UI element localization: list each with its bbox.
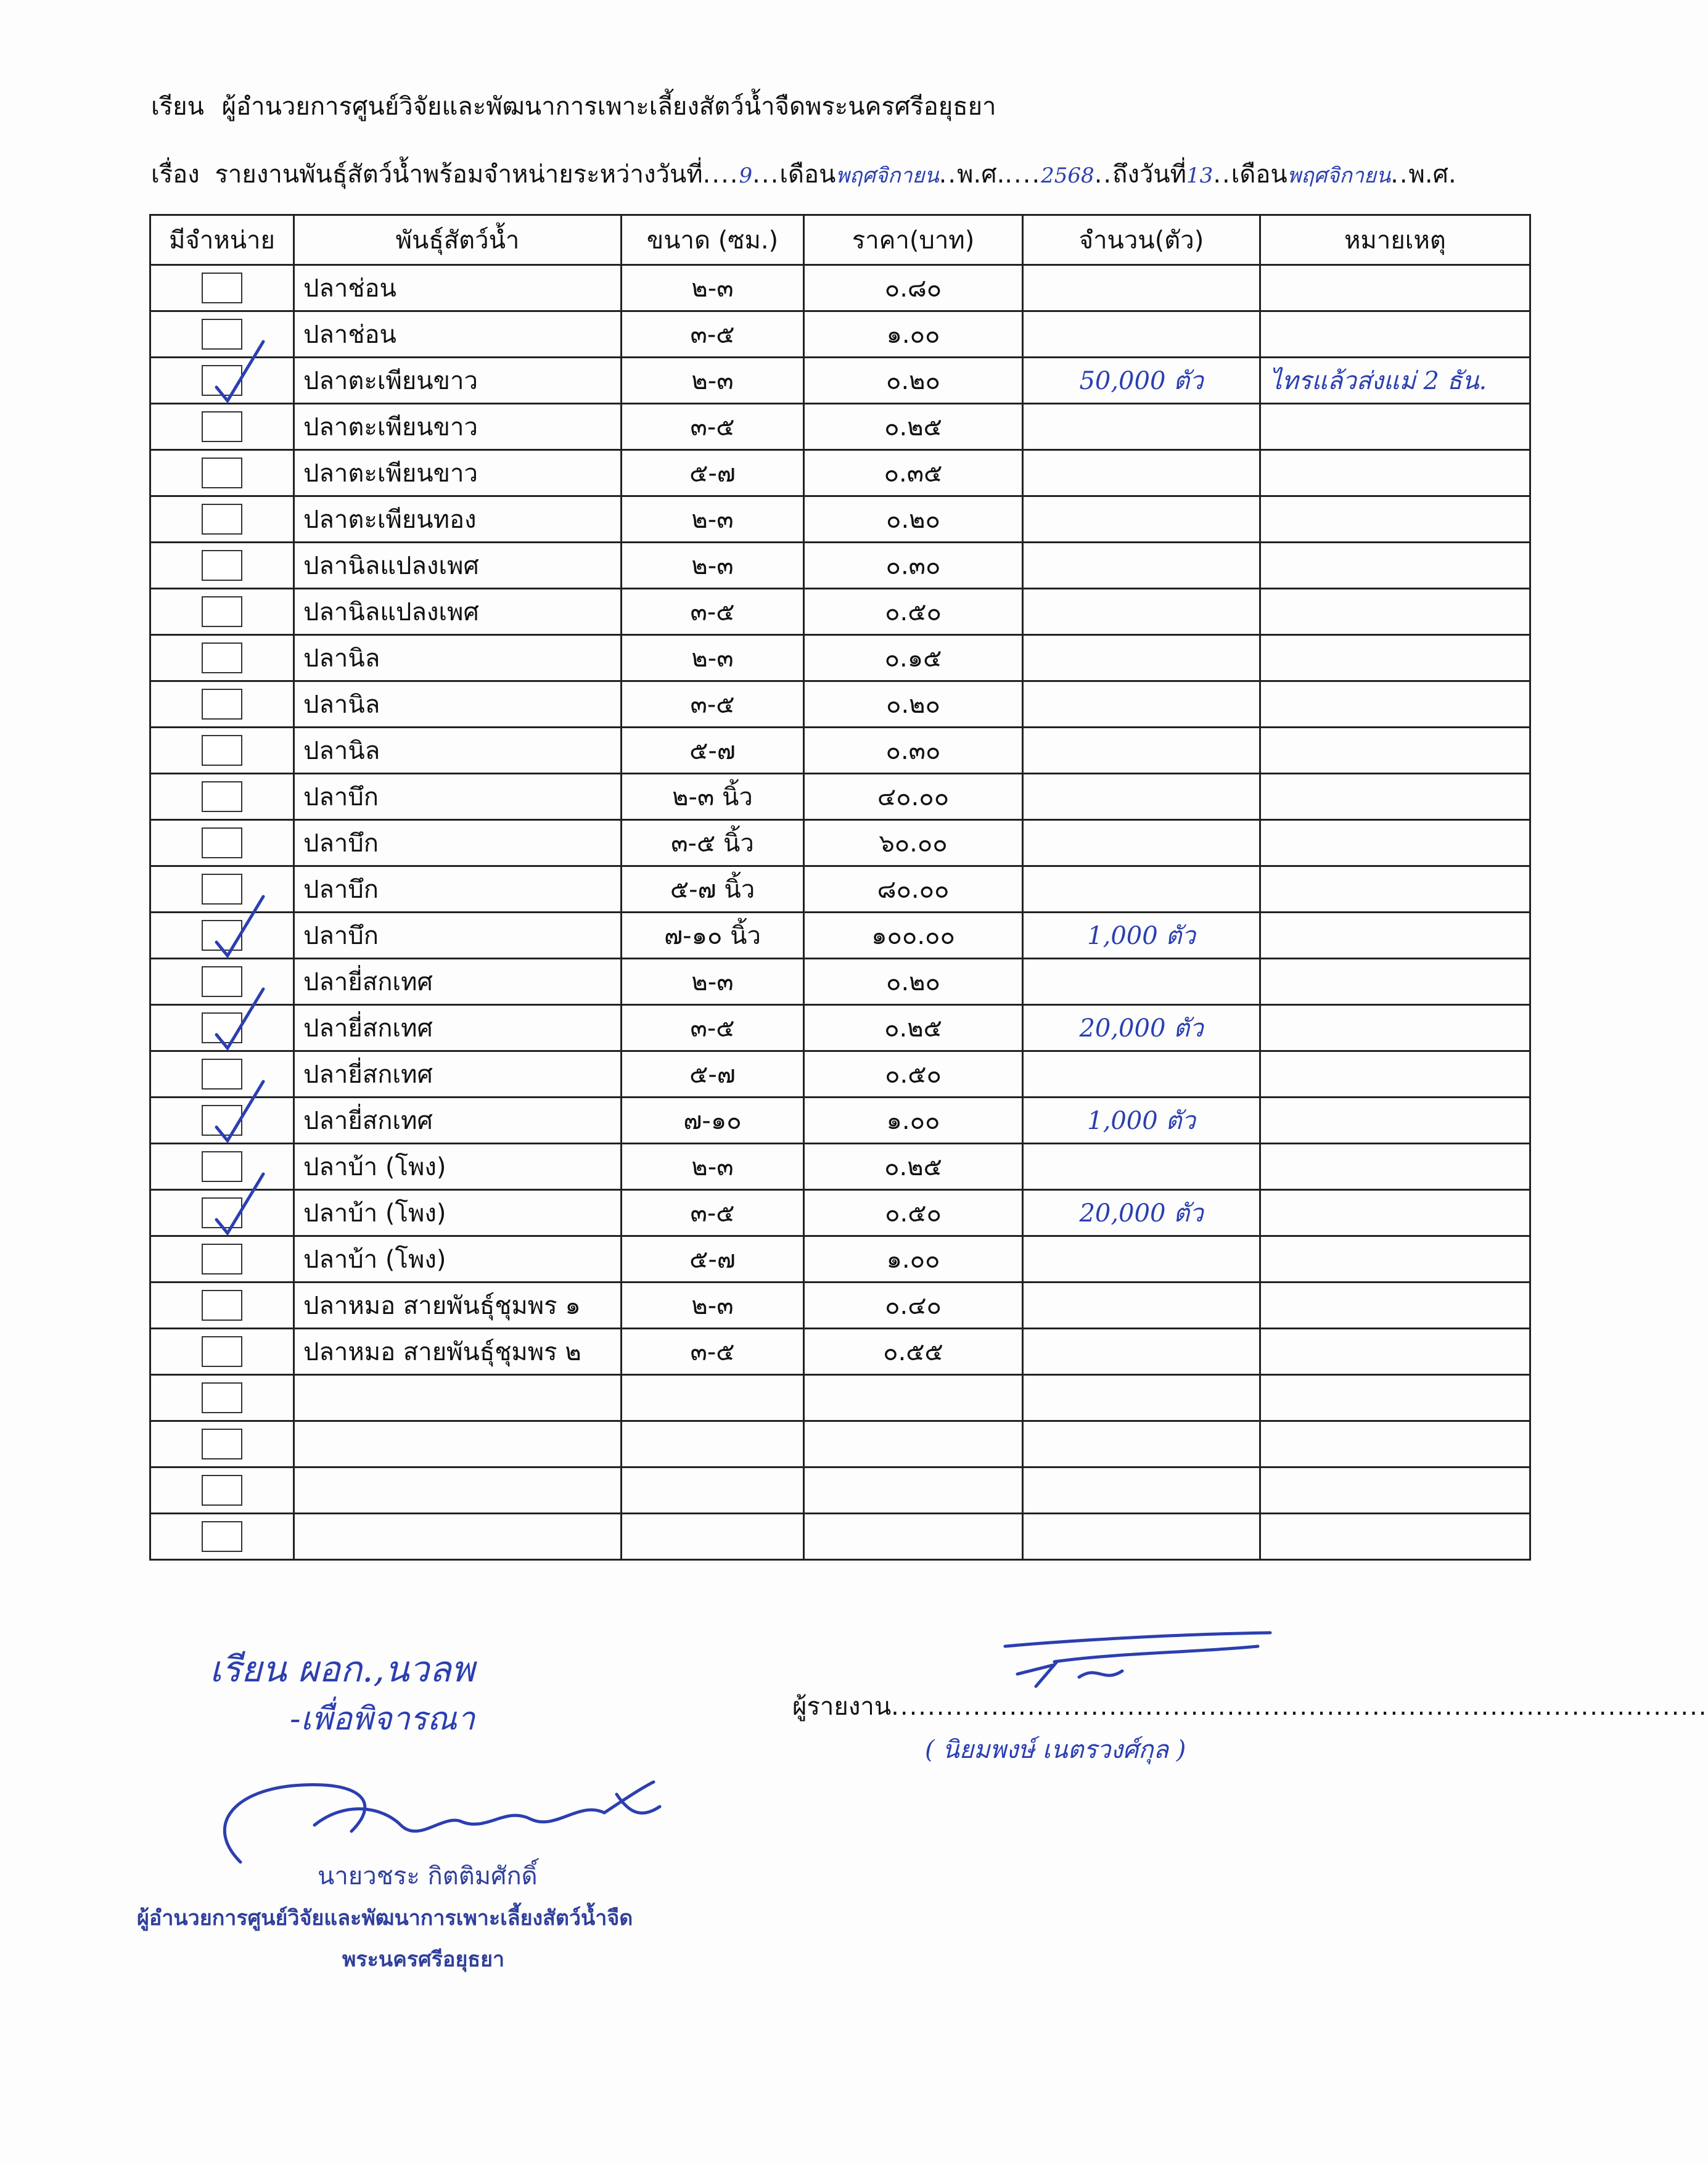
availability-cell bbox=[150, 1329, 294, 1375]
availability-cell bbox=[150, 774, 294, 820]
species-cell: ปลาตะเพียนขาว bbox=[294, 404, 622, 450]
remarks-cell bbox=[1260, 1236, 1530, 1283]
checkbox[interactable] bbox=[202, 1521, 242, 1552]
price-cell: ๐.๕๐ bbox=[804, 1190, 1023, 1236]
checkbox[interactable] bbox=[202, 411, 242, 442]
remarks-cell bbox=[1260, 589, 1530, 635]
table-row bbox=[150, 681, 1530, 728]
species-cell: ปลาบ้า (โพง) bbox=[294, 1144, 622, 1190]
price-cell bbox=[804, 1514, 1023, 1560]
size-cell: ๒-๓ bbox=[622, 635, 804, 681]
price-cell bbox=[804, 1467, 1023, 1514]
reporter-signature bbox=[999, 1628, 1283, 1696]
species-cell: ปลาบึก bbox=[294, 866, 622, 913]
species-cell: ปลาบ้า (โพง) bbox=[294, 1190, 622, 1236]
quantity-cell bbox=[1023, 1421, 1260, 1467]
checkbox[interactable] bbox=[202, 1244, 242, 1274]
table-row bbox=[150, 358, 1530, 404]
table-row bbox=[150, 635, 1530, 681]
checkbox[interactable] bbox=[202, 642, 242, 673]
table-row bbox=[150, 543, 1530, 589]
quantity-cell bbox=[1023, 681, 1260, 728]
checkbox[interactable] bbox=[202, 1429, 242, 1459]
remarks-cell bbox=[1260, 1467, 1530, 1514]
remarks-cell bbox=[1260, 311, 1530, 358]
table-row bbox=[150, 1190, 1530, 1236]
checkbox[interactable] bbox=[202, 966, 242, 997]
size-cell: ๒-๓ bbox=[622, 543, 804, 589]
table-row bbox=[150, 496, 1530, 543]
size-cell bbox=[622, 1467, 804, 1514]
size-cell bbox=[622, 1514, 804, 1560]
price-cell: ๐.๕๐ bbox=[804, 589, 1023, 635]
availability-cell bbox=[150, 1236, 294, 1283]
size-cell: ๕-๗ bbox=[622, 1236, 804, 1283]
quantity-cell: 20,000 ตัว bbox=[1023, 1005, 1260, 1051]
size-cell: ๕-๗ bbox=[622, 450, 804, 496]
species-cell: ปลายี่สกเทศ bbox=[294, 959, 622, 1005]
species-cell: ปลานิล bbox=[294, 635, 622, 681]
checkbox[interactable] bbox=[202, 735, 242, 766]
size-cell bbox=[622, 1375, 804, 1421]
table-row bbox=[150, 589, 1530, 635]
price-cell: ๐.๘๐ bbox=[804, 265, 1023, 311]
checkbox[interactable] bbox=[202, 1151, 242, 1182]
subject-line: เรื่อง รายงานพันธุ์สัตว์น้ำพร้อมจำหน่ายระหว่างวันที่....9...เดือนพฤศจิกายน..พ.ศ.....2568..ถึงวันที่13..เดือนพฤศจิกายน..พ.ศ. bbox=[151, 160, 1456, 189]
size-cell: ๓-๕ นิ้ว bbox=[622, 820, 804, 866]
quantity-cell bbox=[1023, 728, 1260, 774]
species-cell: ปลายี่สกเทศ bbox=[294, 1051, 622, 1098]
size-cell: ๓-๕ bbox=[622, 1190, 804, 1236]
price-cell: ๐.๒๐ bbox=[804, 681, 1023, 728]
quantity-cell: 1,000 ตัว bbox=[1023, 913, 1260, 959]
species-cell: ปลาช่อน bbox=[294, 311, 622, 358]
table-row bbox=[150, 311, 1530, 358]
remarks-cell bbox=[1260, 496, 1530, 543]
header-size: ขนาด (ซม.) bbox=[622, 215, 804, 265]
species-cell: ปลานิลแปลงเพศ bbox=[294, 543, 622, 589]
remarks-cell bbox=[1260, 913, 1530, 959]
species-cell: ปลายี่สกเทศ bbox=[294, 1005, 622, 1051]
availability-cell bbox=[150, 265, 294, 311]
quantity-cell bbox=[1023, 635, 1260, 681]
availability-cell bbox=[150, 681, 294, 728]
availability-cell bbox=[150, 1051, 294, 1098]
size-cell: ๕-๗ bbox=[622, 1051, 804, 1098]
species-cell: ปลาช่อน bbox=[294, 265, 622, 311]
remarks-cell bbox=[1260, 866, 1530, 913]
checkbox[interactable] bbox=[202, 689, 242, 720]
availability-cell bbox=[150, 589, 294, 635]
remarks-cell bbox=[1260, 820, 1530, 866]
to-month: พฤศจิกายน bbox=[1287, 163, 1391, 188]
quantity-cell bbox=[1023, 959, 1260, 1005]
size-cell: ๓-๕ bbox=[622, 404, 804, 450]
checkbox[interactable] bbox=[202, 1336, 242, 1367]
size-cell: ๓-๕ bbox=[622, 681, 804, 728]
availability-cell bbox=[150, 404, 294, 450]
checkbox[interactable] bbox=[202, 874, 242, 905]
price-cell: ๑.๐๐ bbox=[804, 1098, 1023, 1144]
species-cell: ปลายี่สกเทศ bbox=[294, 1098, 622, 1144]
availability-cell bbox=[150, 1421, 294, 1467]
from-month: พฤศจิกายน bbox=[836, 163, 939, 188]
quantity-cell bbox=[1023, 1144, 1260, 1190]
species-cell bbox=[294, 1421, 622, 1467]
to-day: 13 bbox=[1186, 163, 1213, 188]
table-row bbox=[150, 774, 1530, 820]
table-row bbox=[150, 1051, 1530, 1098]
checkbox[interactable] bbox=[202, 1382, 242, 1413]
species-cell bbox=[294, 1467, 622, 1514]
remarks-cell bbox=[1260, 404, 1530, 450]
table-row bbox=[150, 866, 1530, 913]
remarks-cell bbox=[1260, 1190, 1530, 1236]
species-cell: ปลานิล bbox=[294, 681, 622, 728]
species-cell: ปลาหมอ สายพันธุ์ชุมพร ๑ bbox=[294, 1283, 622, 1329]
remarks-cell bbox=[1260, 681, 1530, 728]
table-row bbox=[150, 1514, 1530, 1560]
price-cell: ๐.๓๐ bbox=[804, 543, 1023, 589]
table-row bbox=[150, 1467, 1530, 1514]
price-cell: ๑๐๐.๐๐ bbox=[804, 913, 1023, 959]
year-label-2: พ.ศ. bbox=[1408, 160, 1456, 189]
quantity-cell bbox=[1023, 1329, 1260, 1375]
subject-text: รายงานพันธุ์สัตว์น้ำพร้อมจำหน่ายระหว่างวันที่ bbox=[215, 160, 703, 189]
checkbox-checked[interactable] bbox=[202, 920, 242, 951]
to-day-label: ถึงวันที่ bbox=[1112, 160, 1187, 189]
header-quantity: จำนวน(ตัว) bbox=[1023, 215, 1260, 265]
header-species: พันธุ์สัตว์น้ำ bbox=[294, 215, 622, 265]
remarks-cell: ไทรแล้วส่งแม่ 2 ธัน. bbox=[1260, 358, 1530, 404]
remarks-cell bbox=[1260, 1329, 1530, 1375]
species-cell: ปลาบ้า (โพง) bbox=[294, 1236, 622, 1283]
size-cell: ๗-๑๐ bbox=[622, 1098, 804, 1144]
size-cell: ๓-๕ bbox=[622, 1329, 804, 1375]
availability-cell bbox=[150, 311, 294, 358]
checkbox[interactable] bbox=[202, 458, 242, 488]
availability-cell bbox=[150, 1467, 294, 1514]
reporter-name: ( นิยมพงษ์ เนตรวงศ์กุล ) bbox=[925, 1736, 1186, 1764]
remarks-cell bbox=[1260, 728, 1530, 774]
availability-cell bbox=[150, 358, 294, 404]
table-row bbox=[150, 1236, 1530, 1283]
to-label: เรียน bbox=[151, 92, 204, 121]
price-cell: ๐.๒๐ bbox=[804, 358, 1023, 404]
handwritten-note-line1: เรียน ผอก.,นวลพ bbox=[210, 1648, 475, 1690]
table-row bbox=[150, 1005, 1530, 1051]
price-cell bbox=[804, 1375, 1023, 1421]
species-cell: ปลาตะเพียนขาว bbox=[294, 450, 622, 496]
remarks-cell bbox=[1260, 265, 1530, 311]
size-cell bbox=[622, 1421, 804, 1467]
remarks-cell bbox=[1260, 1421, 1530, 1467]
month-label: เดือน bbox=[779, 160, 836, 189]
size-cell: ๓-๕ bbox=[622, 311, 804, 358]
table-row bbox=[150, 1098, 1530, 1144]
reporter-label: ผู้รายงาน bbox=[792, 1693, 892, 1721]
subject-label: เรื่อง bbox=[151, 160, 200, 189]
checkbox[interactable] bbox=[202, 1475, 242, 1506]
availability-cell bbox=[150, 959, 294, 1005]
price-cell: ๐.๑๕ bbox=[804, 635, 1023, 681]
availability-cell bbox=[150, 1190, 294, 1236]
remarks-cell bbox=[1260, 1051, 1530, 1098]
availability-cell bbox=[150, 1283, 294, 1329]
table-row bbox=[150, 1375, 1530, 1421]
quantity-cell bbox=[1023, 496, 1260, 543]
quantity-cell bbox=[1023, 543, 1260, 589]
checkbox[interactable] bbox=[202, 273, 242, 303]
quantity-cell bbox=[1023, 866, 1260, 913]
availability-cell bbox=[150, 866, 294, 913]
remarks-cell bbox=[1260, 1005, 1530, 1051]
price-cell bbox=[804, 1421, 1023, 1467]
director-title-line1: ผู้อำนวยการศูนย์วิจัยและพัฒนาการเพาะเลี้ยงสัตว์น้ำจืด bbox=[137, 1906, 633, 1931]
checkbox-checked[interactable] bbox=[202, 1197, 242, 1228]
size-cell: ๗-๑๐ นิ้ว bbox=[622, 913, 804, 959]
reporter-line: ผู้รายงาน.......................................................................................... bbox=[792, 1693, 1708, 1721]
quantity-cell bbox=[1023, 1236, 1260, 1283]
price-cell: ๔๐.๐๐ bbox=[804, 774, 1023, 820]
availability-cell bbox=[150, 1514, 294, 1560]
table-row bbox=[150, 913, 1530, 959]
checkbox-checked[interactable] bbox=[202, 365, 242, 396]
director-name: นายวชระ กิตติมศักดิ์ bbox=[318, 1862, 538, 1890]
header-price: ราคา(บาท) bbox=[804, 215, 1023, 265]
checkbox[interactable] bbox=[202, 504, 242, 535]
checkbox[interactable] bbox=[202, 781, 242, 812]
month-label-2: เดือน bbox=[1231, 160, 1287, 189]
species-cell: ปลาบึก bbox=[294, 820, 622, 866]
size-cell: ๒-๓ bbox=[622, 1283, 804, 1329]
director-title-line2: พระนครศรีอยุธยา bbox=[342, 1947, 505, 1972]
remarks-cell bbox=[1260, 1144, 1530, 1190]
quantity-cell bbox=[1023, 774, 1260, 820]
price-cell: ๘๐.๐๐ bbox=[804, 866, 1023, 913]
quantity-cell bbox=[1023, 404, 1260, 450]
checkbox[interactable] bbox=[202, 1059, 242, 1090]
size-cell: ๒-๓ bbox=[622, 1144, 804, 1190]
quantity-cell: 20,000 ตัว bbox=[1023, 1190, 1260, 1236]
species-cell bbox=[294, 1375, 622, 1421]
availability-cell bbox=[150, 635, 294, 681]
remarks-cell bbox=[1260, 635, 1530, 681]
quantity-cell bbox=[1023, 311, 1260, 358]
remarks-cell bbox=[1260, 1514, 1530, 1560]
availability-cell bbox=[150, 1375, 294, 1421]
to-value: ผู้อำนวยการศูนย์วิจัยและพัฒนาการเพาะเลี้ยงสัตว์น้ำจืดพระนครศรีอยุธยา bbox=[221, 92, 996, 121]
checkbox[interactable] bbox=[202, 550, 242, 581]
price-cell: ๐.๒๕ bbox=[804, 404, 1023, 450]
quantity-cell bbox=[1023, 1051, 1260, 1098]
price-cell: ๑.๐๐ bbox=[804, 1236, 1023, 1283]
price-cell: ๐.๒๕ bbox=[804, 1005, 1023, 1051]
species-cell: ปลาบึก bbox=[294, 774, 622, 820]
availability-cell bbox=[150, 496, 294, 543]
price-cell: ๐.๒๕ bbox=[804, 1144, 1023, 1190]
table-row bbox=[150, 265, 1530, 311]
table-row bbox=[150, 1283, 1530, 1329]
size-cell: ๒-๓ นิ้ว bbox=[622, 774, 804, 820]
quantity-cell bbox=[1023, 589, 1260, 635]
header-available: มีจำหน่าย bbox=[150, 215, 294, 265]
handwritten-note-line2: -เพื่อพิจารณา bbox=[290, 1701, 475, 1738]
size-cell: ๒-๓ bbox=[622, 496, 804, 543]
price-cell: ๐.๒๐ bbox=[804, 959, 1023, 1005]
quantity-cell bbox=[1023, 1514, 1260, 1560]
remarks-cell bbox=[1260, 450, 1530, 496]
availability-cell bbox=[150, 728, 294, 774]
table-row bbox=[150, 959, 1530, 1005]
price-cell: ๐.๓๕ bbox=[804, 450, 1023, 496]
checkbox[interactable] bbox=[202, 827, 242, 858]
quantity-cell: 50,000 ตัว bbox=[1023, 358, 1260, 404]
size-cell: ๕-๗ bbox=[622, 728, 804, 774]
checkbox[interactable] bbox=[202, 319, 242, 350]
availability-cell bbox=[150, 1098, 294, 1144]
availability-cell bbox=[150, 450, 294, 496]
species-cell: ปลาบึก bbox=[294, 913, 622, 959]
size-cell: ๒-๓ bbox=[622, 959, 804, 1005]
table-row bbox=[150, 728, 1530, 774]
size-cell: ๓-๕ bbox=[622, 1005, 804, 1051]
checkbox-checked[interactable] bbox=[202, 1105, 242, 1136]
from-day: 9 bbox=[739, 163, 753, 188]
species-cell bbox=[294, 1514, 622, 1560]
quantity-cell bbox=[1023, 1283, 1260, 1329]
table-header-row bbox=[150, 215, 1530, 265]
species-cell: ปลาตะเพียนขาว bbox=[294, 358, 622, 404]
table-row bbox=[150, 1144, 1530, 1190]
remarks-cell bbox=[1260, 774, 1530, 820]
quantity-cell bbox=[1023, 820, 1260, 866]
addressee-line bbox=[151, 86, 996, 126]
table-row bbox=[150, 1329, 1530, 1375]
remarks-cell bbox=[1260, 543, 1530, 589]
year-label: พ.ศ. bbox=[957, 160, 1005, 189]
quantity-cell bbox=[1023, 1375, 1260, 1421]
from-year: 2568 bbox=[1041, 163, 1094, 188]
species-cell: ปลาตะเพียนทอง bbox=[294, 496, 622, 543]
checkbox[interactable] bbox=[202, 596, 242, 627]
species-cell: ปลานิล bbox=[294, 728, 622, 774]
price-cell: ๐.๒๐ bbox=[804, 496, 1023, 543]
table-row bbox=[150, 404, 1530, 450]
availability-cell bbox=[150, 913, 294, 959]
size-cell: ๕-๗ นิ้ว bbox=[622, 866, 804, 913]
remarks-cell bbox=[1260, 1098, 1530, 1144]
quantity-cell bbox=[1023, 265, 1260, 311]
price-cell: ๖๐.๐๐ bbox=[804, 820, 1023, 866]
availability-cell bbox=[150, 1005, 294, 1051]
species-cell: ปลาหมอ สายพันธุ์ชุมพร ๒ bbox=[294, 1329, 622, 1375]
size-cell: ๓-๕ bbox=[622, 589, 804, 635]
species-table bbox=[149, 214, 1531, 1561]
price-cell: ๐.๔๐ bbox=[804, 1283, 1023, 1329]
species-cell: ปลานิลแปลงเพศ bbox=[294, 589, 622, 635]
availability-cell bbox=[150, 1144, 294, 1190]
header-remarks: หมายเหตุ bbox=[1260, 215, 1530, 265]
price-cell: ๑.๐๐ bbox=[804, 311, 1023, 358]
table-row bbox=[150, 1421, 1530, 1467]
remarks-cell bbox=[1260, 959, 1530, 1005]
checkbox[interactable] bbox=[202, 1290, 242, 1321]
price-cell: ๐.๕๐ bbox=[804, 1051, 1023, 1098]
remarks-cell bbox=[1260, 1375, 1530, 1421]
quantity-cell bbox=[1023, 1467, 1260, 1514]
checkbox-checked[interactable] bbox=[202, 1012, 242, 1043]
price-cell: ๐.๓๐ bbox=[804, 728, 1023, 774]
availability-cell bbox=[150, 543, 294, 589]
remarks-cell bbox=[1260, 1283, 1530, 1329]
size-cell: ๒-๓ bbox=[622, 265, 804, 311]
size-cell: ๒-๓ bbox=[622, 358, 804, 404]
price-cell: ๐.๕๕ bbox=[804, 1329, 1023, 1375]
availability-cell bbox=[150, 820, 294, 866]
quantity-cell: 1,000 ตัว bbox=[1023, 1098, 1260, 1144]
table-row bbox=[150, 820, 1530, 866]
quantity-cell bbox=[1023, 450, 1260, 496]
table-row bbox=[150, 450, 1530, 496]
